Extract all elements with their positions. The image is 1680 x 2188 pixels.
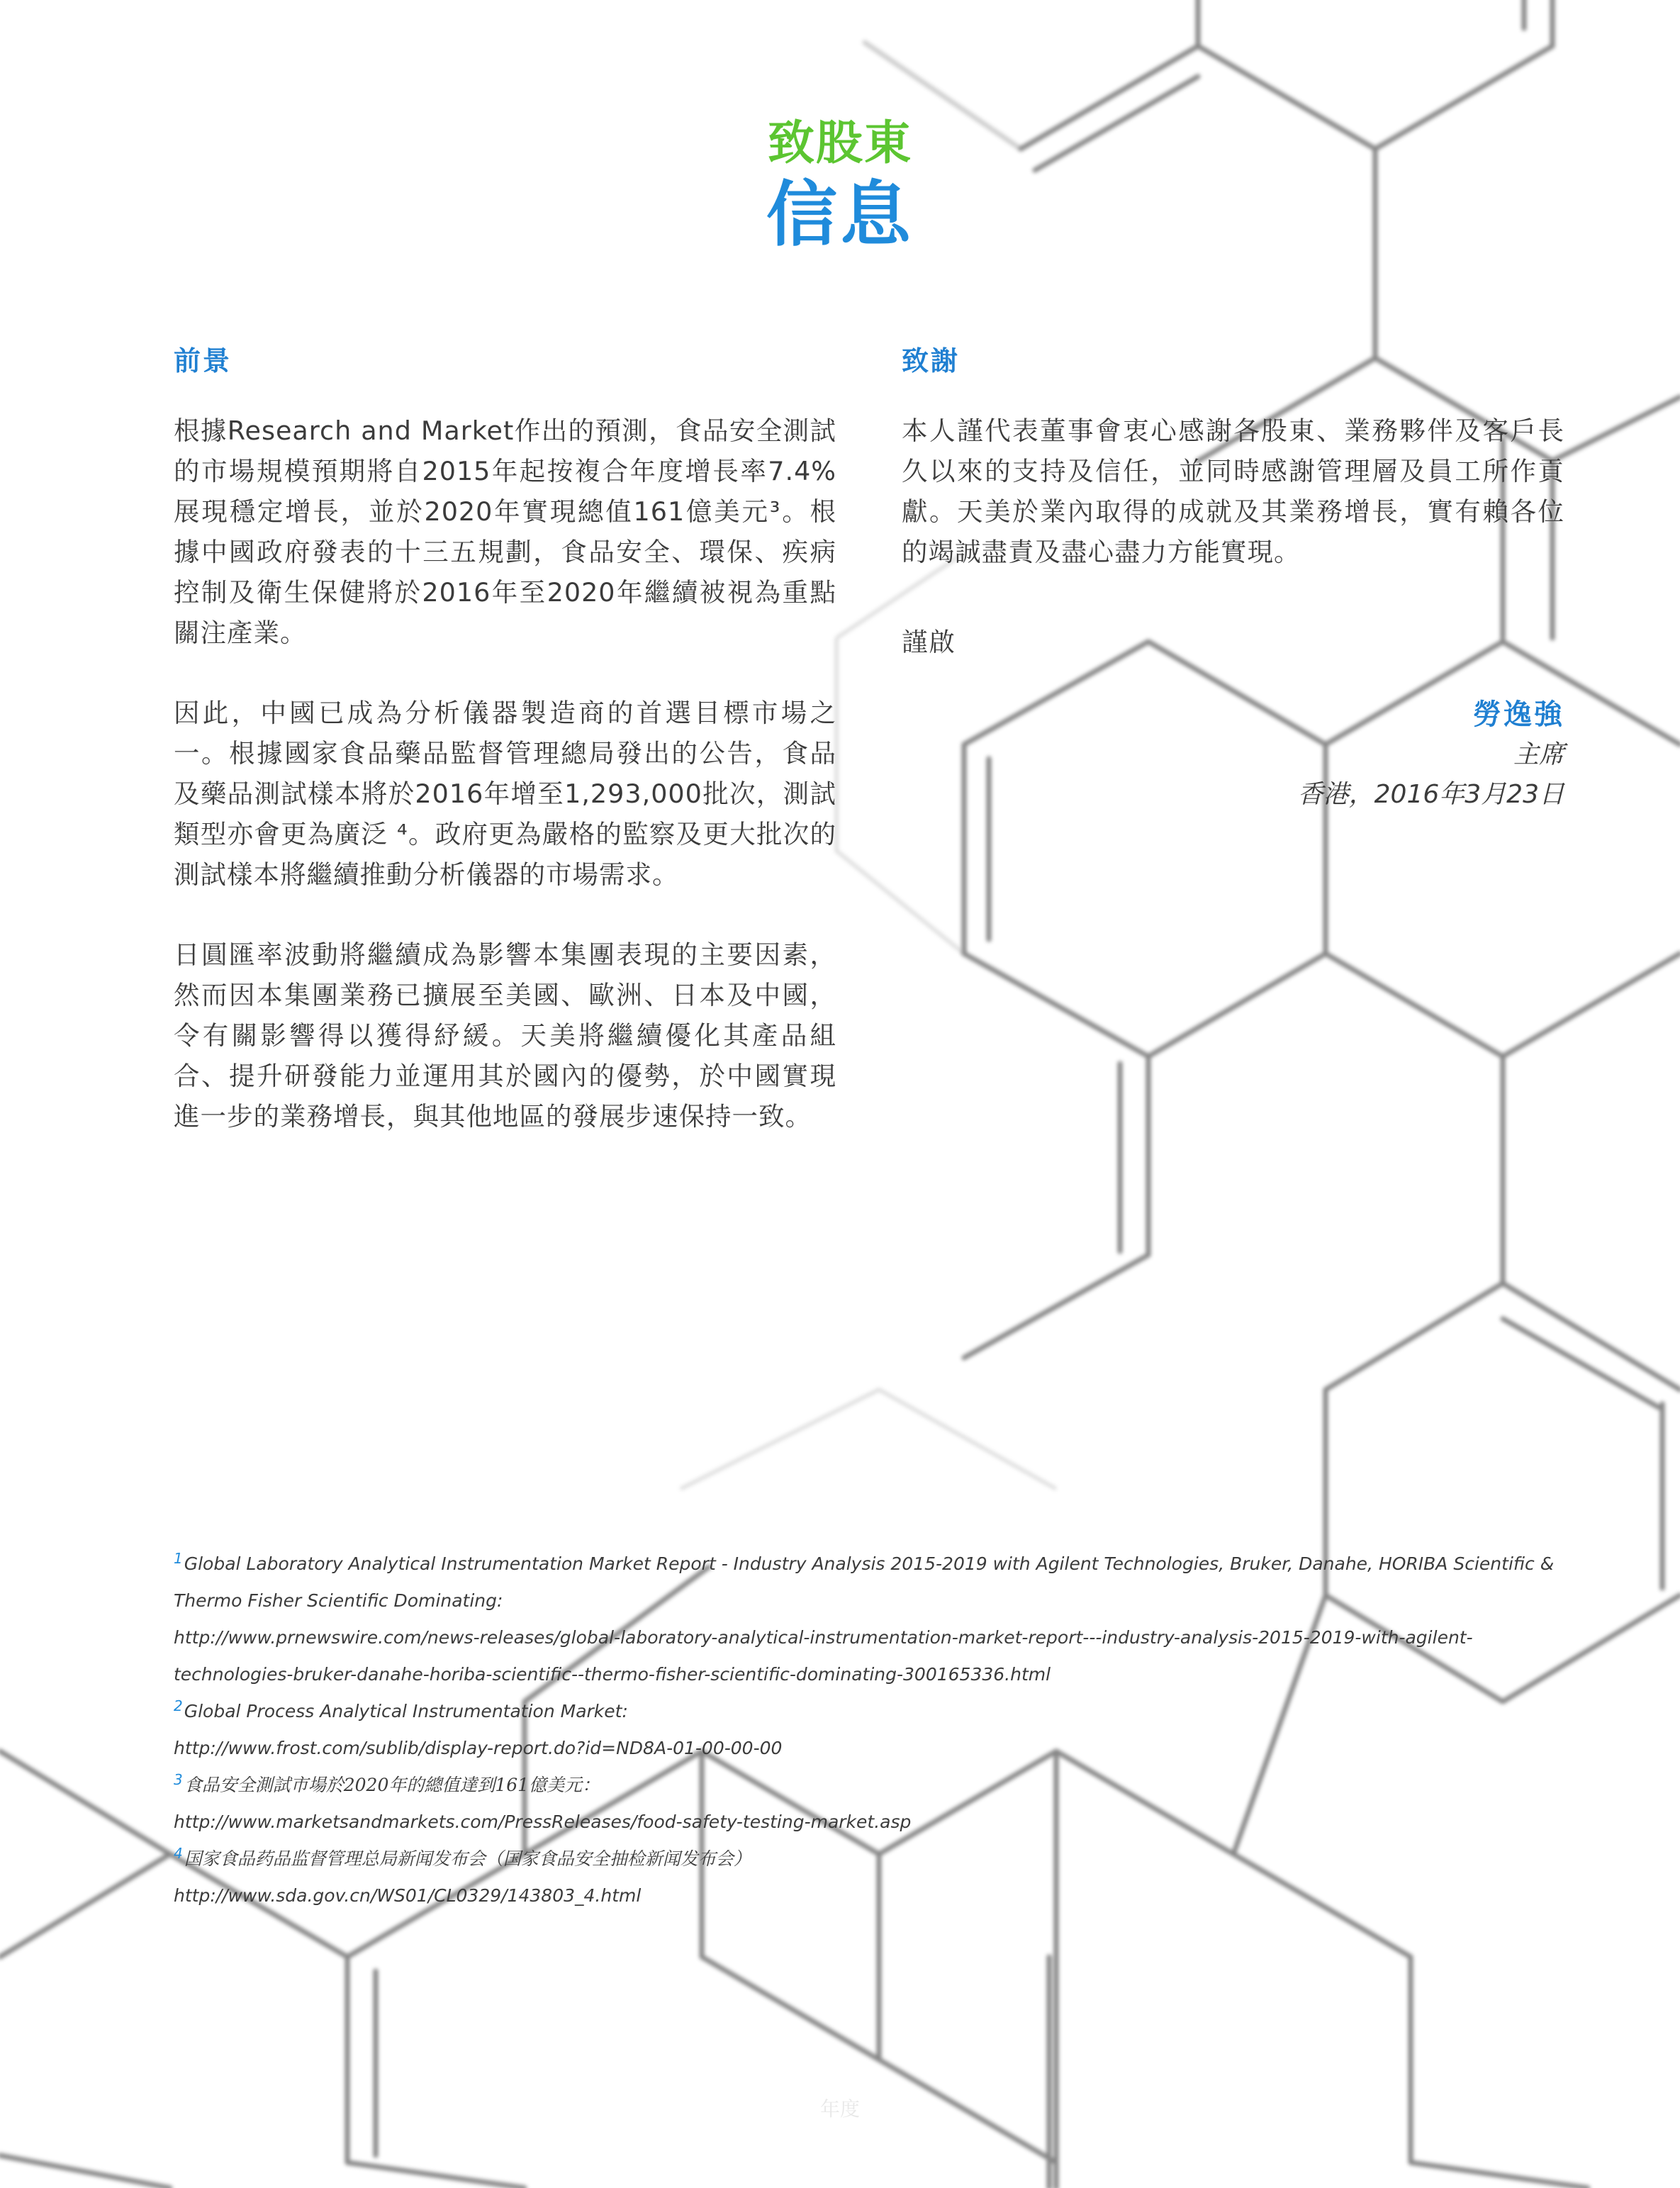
footnote-3 (174, 1767, 1563, 1841)
footnote-number: 1 (174, 1549, 183, 1567)
closing-remark: 謹啟 (902, 627, 956, 657)
footnotes (174, 1546, 1563, 1914)
footnote-text: Global Process Analytical Instrumentation Market: (184, 1701, 628, 1721)
outlook-heading: 前景 (174, 345, 233, 376)
footnote-link[interactable]: http://www.sda.gov.cn/WS01/CL0329/143803_4.html (174, 1885, 642, 1906)
appreciation-heading: 致謝 (902, 345, 961, 376)
appreciation-column (902, 339, 1564, 815)
outlook-paragraph-3: 日圓匯率波動將繼續成為影響本集團表現的主要因素，然而因本集團業務已擴展至美國、歐洲、日本及中國，令有關影響得以獲得紓緩。天美將繼續優化其產品組合、提升研發能力並運用其於國內的優勢，於中國實現進一步的業務增長，與其他地區的發展步速保持一致。 (174, 939, 836, 1132)
outlook-paragraph-1: 根據Research and Market作出的預測，食品安全測試的市場規模預期將自2015年起按複合年度增長率7.4%展現穩定增長，並於2020年實現總值161億美元³。根據中國政府發表的十三五規劃，食品安全、環保、疾病控制及衛生保健將於2016年至2020年繼續被視為重點關注產業。 (174, 415, 836, 648)
signature-place-date: 香港，2016年3月23日 (1297, 780, 1564, 809)
outlook-column (174, 339, 836, 1176)
footnote-link[interactable]: http://www.marketsandmarkets.com/PressReleases/food-safety-testing-market.asp (174, 1812, 912, 1832)
page-footer: 年度 (819, 2097, 860, 2121)
signatory-title: 主席 (1513, 740, 1564, 769)
footnote-1 (174, 1546, 1563, 1693)
footnote-link[interactable]: http://www.frost.com/sublib/display-report.do?id=ND8A-01-00-00-00 (174, 1738, 783, 1758)
footnote-text: 国家食品药品监督管理总局新闻发布会（国家食品安全抽检新闻发布会） (184, 1848, 751, 1869)
footnote-text: Global Laboratory Analytical Instrumentation Market Report - Industry Analysis 2015-2019 with Agilent Technologies, Bruker, Danahe, HORIBA Scientific & Thermo Fisher Scientific Dominating: (174, 1553, 1555, 1611)
footnote-text: 食品安全測試市場於2020年的總值達到161億美元： (184, 1775, 600, 1795)
section-subtitle: 致股東 (768, 116, 912, 170)
appreciation-paragraph: 本人謹代表董事會衷心感謝各股東、業務夥伴及客戶長久以來的支持及信任，並同時感謝管理層及員工所作貢獻。天美於業內取得的成就及其業務增長，實有賴各位的竭誠盡責及盡心盡力方能實現。 (902, 415, 1564, 567)
footnote-number: 4 (174, 1844, 183, 1862)
page-title: 信息 (766, 173, 914, 256)
footnote-number: 3 (174, 1770, 183, 1788)
footnote-4 (174, 1841, 1563, 1914)
signature-block (902, 694, 1564, 815)
footnote-2 (174, 1693, 1563, 1767)
signatory-name: 勞逸強 (1473, 698, 1564, 731)
outlook-paragraph-2: 因此，中國已成為分析儀器製造商的首選目標市場之一。根據國家食品藥品監督管理總局發出的公告，食品及藥品測試樣本將於2016年增至1,293,000批次，測試類型亦會更為廣泛 ⁴。政府更為嚴格的監察及更大批次的測試樣本將繼續推動分析儀器的市場需求。 (174, 698, 836, 890)
footnote-number: 2 (174, 1697, 183, 1714)
footnote-link[interactable]: http://www.prnewswire.com/news-releases/global-laboratory-analytical-instrumentation-market-report---industry-analysis-2015-2019-with-agilent-technologies-bruker-danahe-horiba-scientific--thermo-fisher-scientific-dominating-300165336.html (174, 1627, 1473, 1685)
